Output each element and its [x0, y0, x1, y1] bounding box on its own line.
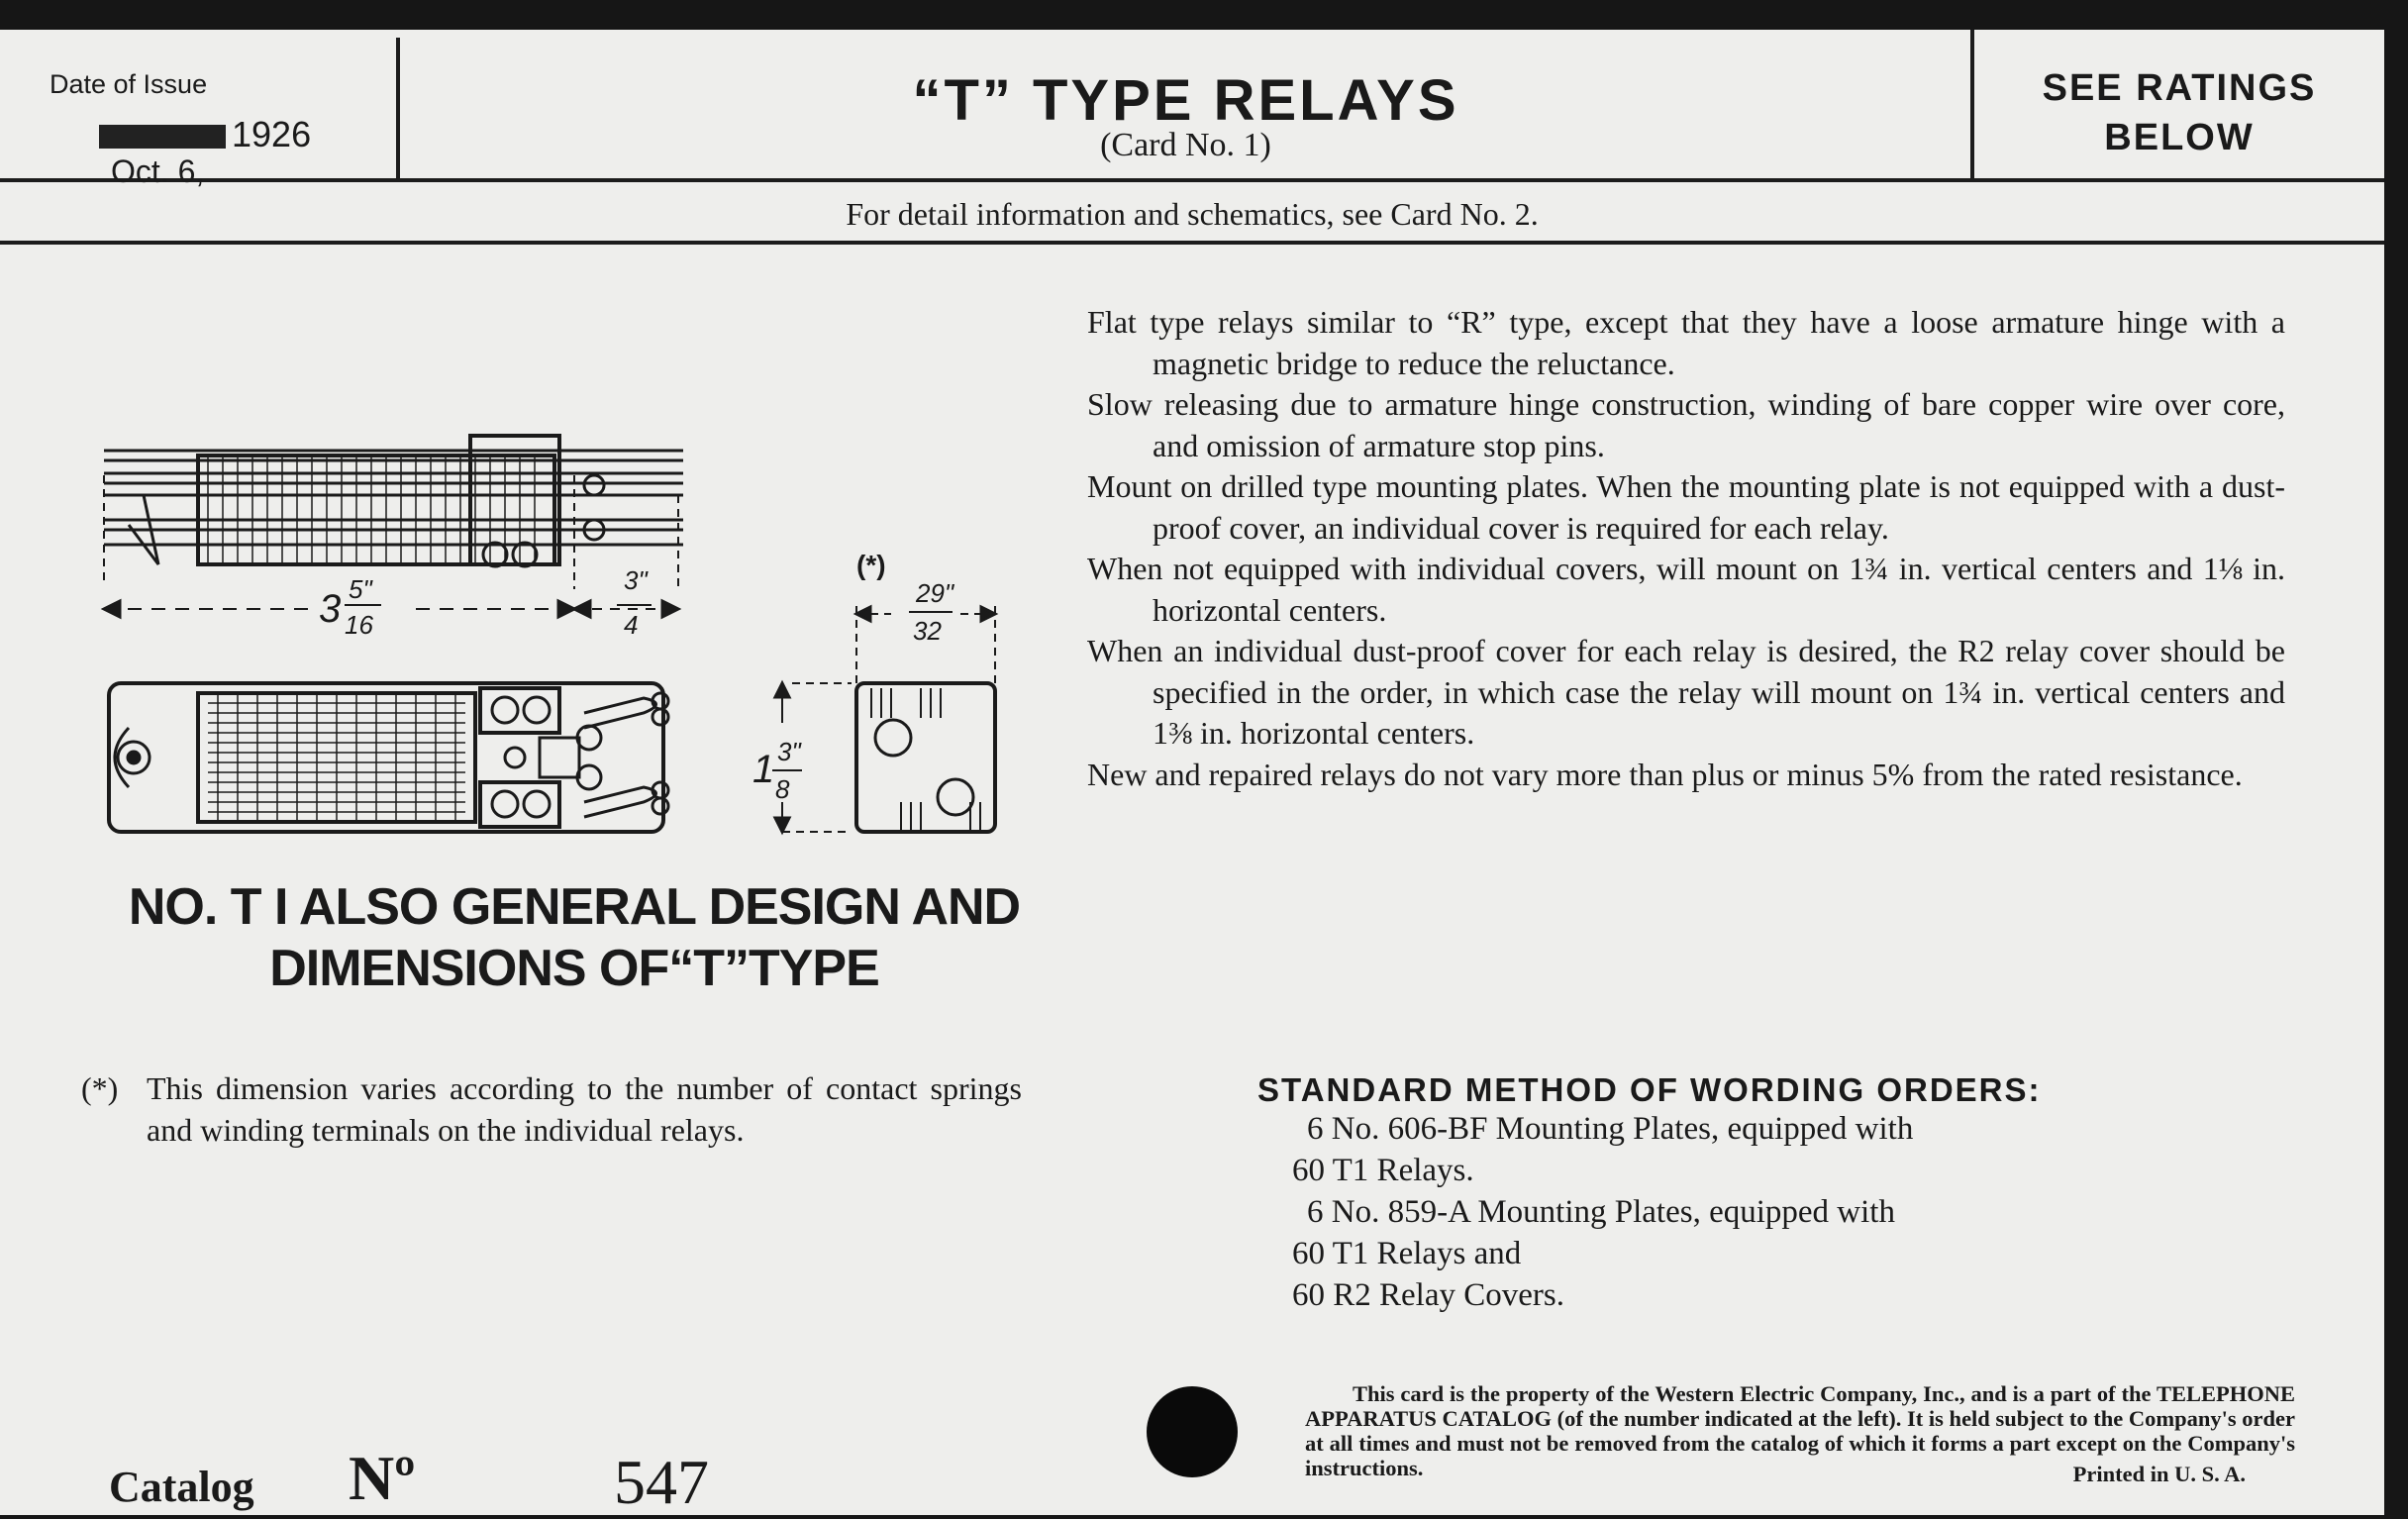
dim-length-numerator: 5"	[349, 574, 372, 604]
relay-end-view	[775, 606, 995, 832]
dim-extra-denominator: 4	[624, 610, 639, 640]
relay-top-view	[109, 683, 668, 832]
page-title: “T” TYPE RELAYS	[912, 68, 1459, 133]
detail-reference: For detail information and schematics, see Card No. 2.	[846, 196, 1539, 232]
header-divider-left	[396, 38, 400, 181]
dim-length-whole: 3	[319, 587, 342, 631]
catalog-number: 547	[614, 1447, 709, 1517]
dim-height-numerator: 3"	[777, 737, 801, 766]
card-number: (Card No. 1)	[1100, 127, 1271, 163]
issue-day: Oct. 6,	[111, 153, 205, 189]
property-notice	[1305, 1381, 2295, 1486]
caption-line-2: DIMENSIONS OF“T”TYPE	[269, 940, 879, 997]
caption-line-1: NO. T I ALSO GENERAL DESIGN AND	[128, 878, 1021, 936]
dim-height-whole: 1	[752, 748, 775, 791]
ratings-line-1: SEE RATINGS	[2042, 67, 2317, 109]
property-notice-text: This card is the property of the Western Electric Company, Inc., and is a part of the TELEPHONE APPARATUS CATALOG (of the number indicated at the left). It is held subject to the Company's order at all times and must not be removed from the catalog of which it forms a part except on the Company's instructions.	[1305, 1381, 2295, 1480]
description-paragraph: Mount on drilled type mounting plates. When the mounting plate is not equipped with a dust-proof cover, an individual cover is required for each relay.	[1087, 468, 2285, 546]
dim-length-denominator: 16	[345, 610, 373, 640]
footnote-text: This dimension varies according to the number of contact springs and winding terminals on the individual relays.	[147, 1070, 1022, 1148]
description-paragraph: When an individual dust-proof cover for each relay is desired, the R2 relay cover should be specified in the order, in which case the relay will mount on 1¾ in. vertical centers and 1⅜ in. horizontal centers.	[1087, 633, 2285, 751]
order-line: 6 No. 859-A Mounting Plates, equipped with	[1307, 1194, 1895, 1230]
dim-star-marker: (*)	[856, 550, 886, 580]
relay-drawing	[89, 386, 1030, 881]
ordering-heading: STANDARD METHOD OF WORDING ORDERS:	[1257, 1071, 2042, 1108]
description-paragraph: When not equipped with individual covers, will mount on 1¾ in. vertical centers and 1⅛ in. horizontal centers.	[1087, 551, 2285, 628]
issue-year	[99, 114, 311, 155]
description-text	[1087, 302, 2285, 795]
catalog-label: Catalog	[109, 1463, 254, 1511]
order-line: 60 T1 Relays.	[1292, 1153, 1474, 1188]
redacted-text	[99, 125, 226, 149]
issue-year-text: 1926	[232, 114, 312, 154]
ratings-note	[1974, 63, 2384, 162]
description-paragraph: Flat type relays similar to “R” type, except that they have a loose armature hinge with a magnetic bridge to reduce the reluctance.	[1087, 304, 2285, 381]
description-paragraph: Slow releasing due to armature hinge construction, winding of bare copper wire over core, and omission of armature stop pins.	[1087, 386, 2285, 463]
dim-extra-numerator: 3"	[624, 565, 648, 595]
order-line: 60 R2 Relay Covers.	[1292, 1277, 1564, 1313]
catalog-card	[0, 30, 2384, 1515]
order-line: 60 T1 Relays and	[1292, 1236, 1522, 1271]
relay-side-view	[104, 436, 683, 617]
footnote	[81, 1067, 1022, 1151]
date-of-issue-label: Date of Issue	[50, 69, 208, 99]
catalog-number-label: Nº	[349, 1443, 416, 1513]
punch-hole	[1147, 1386, 1238, 1477]
dim-width-numerator: 29"	[916, 578, 954, 608]
description-paragraph: New and repaired relays do not vary more than plus or minus 5% from the rated resistance.	[1087, 756, 2243, 792]
order-line: 6 No. 606-BF Mounting Plates, equipped with	[1307, 1111, 1914, 1147]
detail-bottom-rule	[0, 241, 2384, 245]
dim-height-denominator: 8	[775, 774, 790, 804]
dim-width-denominator: 32	[913, 616, 942, 646]
header-bottom-rule	[0, 178, 2384, 182]
footnote-marker: (*)	[81, 1070, 119, 1106]
ratings-line-2: BELOW	[2104, 117, 2255, 158]
printed-in-usa: Printed in U. S. A.	[2072, 1462, 2246, 1486]
drawing-caption	[59, 876, 1089, 999]
